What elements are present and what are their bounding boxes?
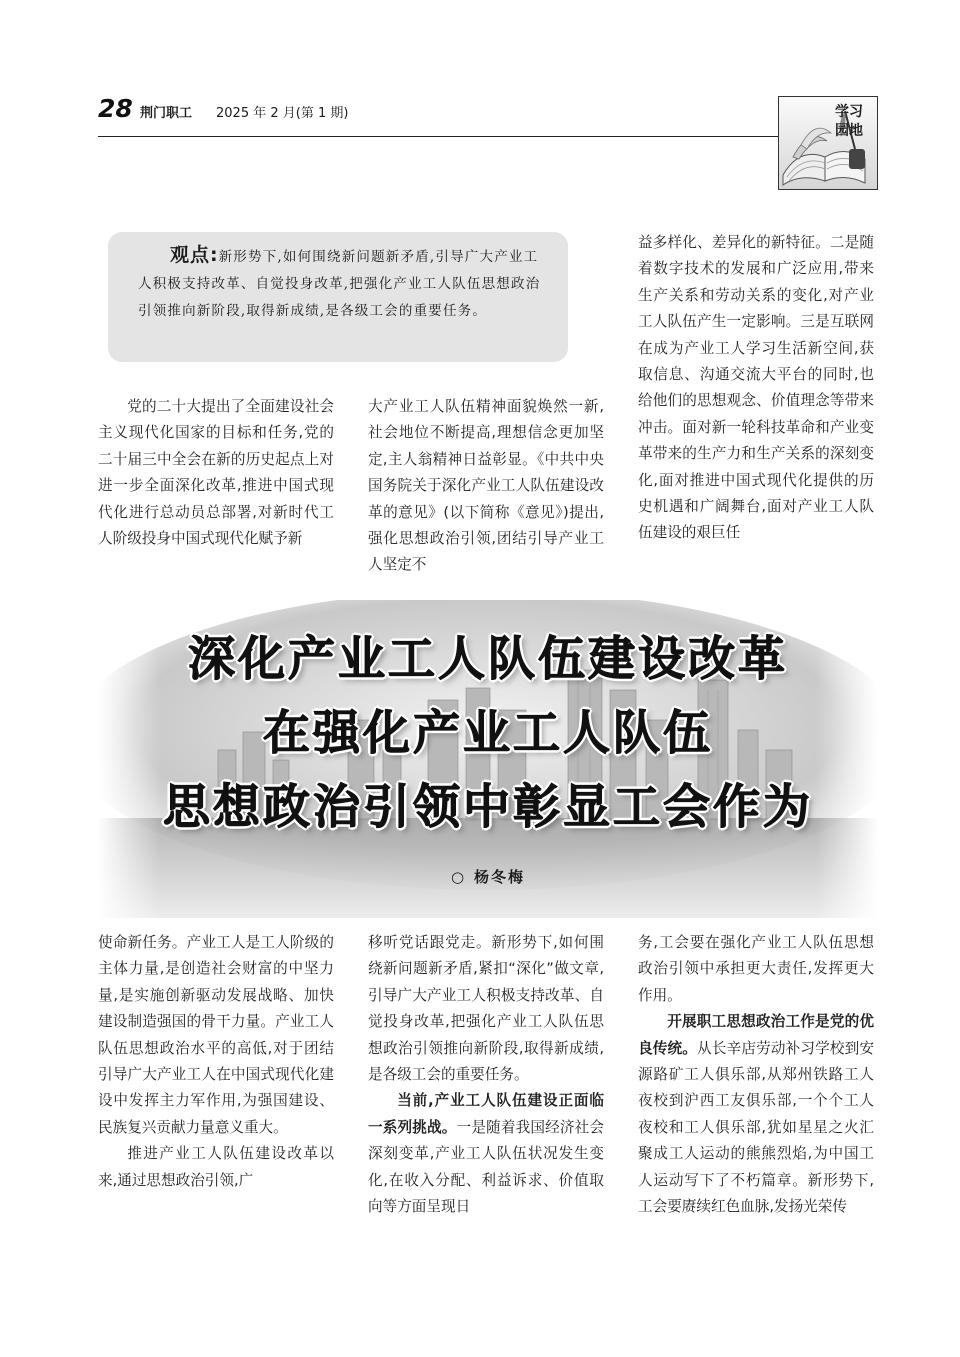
paragraph: 移听党话跟党走。新形势下,如何围绕新问题新矛盾,紧扣“深化”做文章,引导广大产业工人积极支持改革、自觉投身改革,把强化产业工人队伍思想政治引领推向新阶段,取得新成绩,是各级工会的重要任务。 xyxy=(368,934,604,1084)
title-line-3: 思想政治引领中彰显工会作为 xyxy=(163,780,813,835)
paragraph: 大产业工人队伍精神面貌焕然一新,社会地位不断提高,理想信念更加坚定,主人翁精神日益彰显。《中共中央国务院关于深化产业工人队伍建设改革的意见》(以下简称《意见》)提出,强化思想政治引领,团结引导产业工人坚定不 xyxy=(368,398,604,574)
paragraph: 益多样化、差异化的新特征。二是随着数字技术的发展和广泛应用,带来生产关系和劳动关系的变化,对产业工人队伍产生一定影响。三是互联网在成为产业工人学习生活新空间,获取信息、沟通交流大平台的同时,也给他们的思想观念、价值理念等带来冲击。面对新一轮科技革命和产业变革带来的生产力和生产关系的深刻变化,面对推进中国式现代化提供的历史机遇和广阔舞台,面对产业工人队伍建设的艰巨任 xyxy=(638,234,874,542)
author-byline xyxy=(98,866,878,887)
viewpoint-text: 新形势下,如何围绕新问题新矛盾,引导广大产业工人积极支持改革、自觉投身改革,把强化产业工人队伍思想政治引领推向新阶段,取得新成绩,是各级工会的重要任务。 xyxy=(138,249,541,319)
paragraph: 党的二十大提出了全面建设社会主义现代化国家的目标和任务,党的二十届三中全会在新的历史起点上对进一步全面深化改革,推进中国式现代化进行总动员总部署,对新时代工人阶级投身中国式现代化赋予新 xyxy=(98,398,334,548)
paragraph-body: 从长辛店劳动补习学校到安源路矿工人俱乐部,从郑州铁路工人夜校到沪西工友俱乐部,一个个工人夜校和工人俱乐部,犹如星星之火汇聚成工人运动的熊熊烈焰,为中国工人运动写下了不朽篇章。新形势下,工会要赓续红色血脉,发扬光荣传 xyxy=(638,1039,874,1216)
paragraph-lead: 开展职工思想政治工作是党的优良传统。 xyxy=(638,1013,874,1057)
magazine-name: 荆门职工 xyxy=(140,106,193,121)
author-mark: ○ xyxy=(450,868,467,886)
section-label-line1: 学习 xyxy=(835,104,863,120)
title-line-2: 在强化产业工人队伍 xyxy=(263,706,713,761)
title-banner xyxy=(98,600,878,918)
header-divider xyxy=(98,136,778,137)
title-line-1: 深化产业工人队伍建设改革 xyxy=(188,632,788,687)
paragraph-body: 一是随着我国经济社会深刻变革,产业工人队伍状况发生变化,在收入分配、利益诉求、价值取向等方面呈现日 xyxy=(368,1118,604,1216)
section-badge xyxy=(778,96,878,190)
section-label xyxy=(829,103,869,141)
section-label-line2: 园地 xyxy=(835,123,863,139)
viewpoint-box xyxy=(108,232,568,362)
lower-column-3 xyxy=(638,930,874,1220)
lower-column-2 xyxy=(368,930,604,1220)
paragraph-lead: 当前,产业工人队伍建设正面临一系列挑战。 xyxy=(368,1092,604,1136)
paragraph xyxy=(638,1009,874,1220)
upper-column-3 xyxy=(638,230,874,547)
page-header xyxy=(98,92,778,138)
page-number: 28 xyxy=(98,94,133,123)
upper-column-1 xyxy=(98,394,334,552)
paragraph: 使命新任务。产业工人是工人阶级的主体力量,是创造社会财富的中坚力量,是实施创新驱动发展战略、加快建设制造强国的骨干力量。产业工人队伍思想政治水平的高低,对于团结引导广大产业工人在中国式现代化建设中发挥主力军作用,为强国建设、民族复兴贡献力量意义重大。 xyxy=(98,934,334,1136)
author-name: 杨冬梅 xyxy=(474,868,526,886)
paragraph: 推进产业工人队伍建设改革以来,通过思想政治引领,广 xyxy=(98,1145,334,1189)
paragraph: 务,工会要在强化产业工人队伍思想政治引领中承担更大责任,发挥更大作用。 xyxy=(638,934,874,1004)
upper-column-2 xyxy=(368,394,604,579)
paragraph xyxy=(368,1088,604,1220)
viewpoint-label: 观点: xyxy=(170,244,219,266)
lower-column-1 xyxy=(98,930,334,1194)
issue-date: 2025 年 2 月(第 1 期) xyxy=(216,106,349,121)
